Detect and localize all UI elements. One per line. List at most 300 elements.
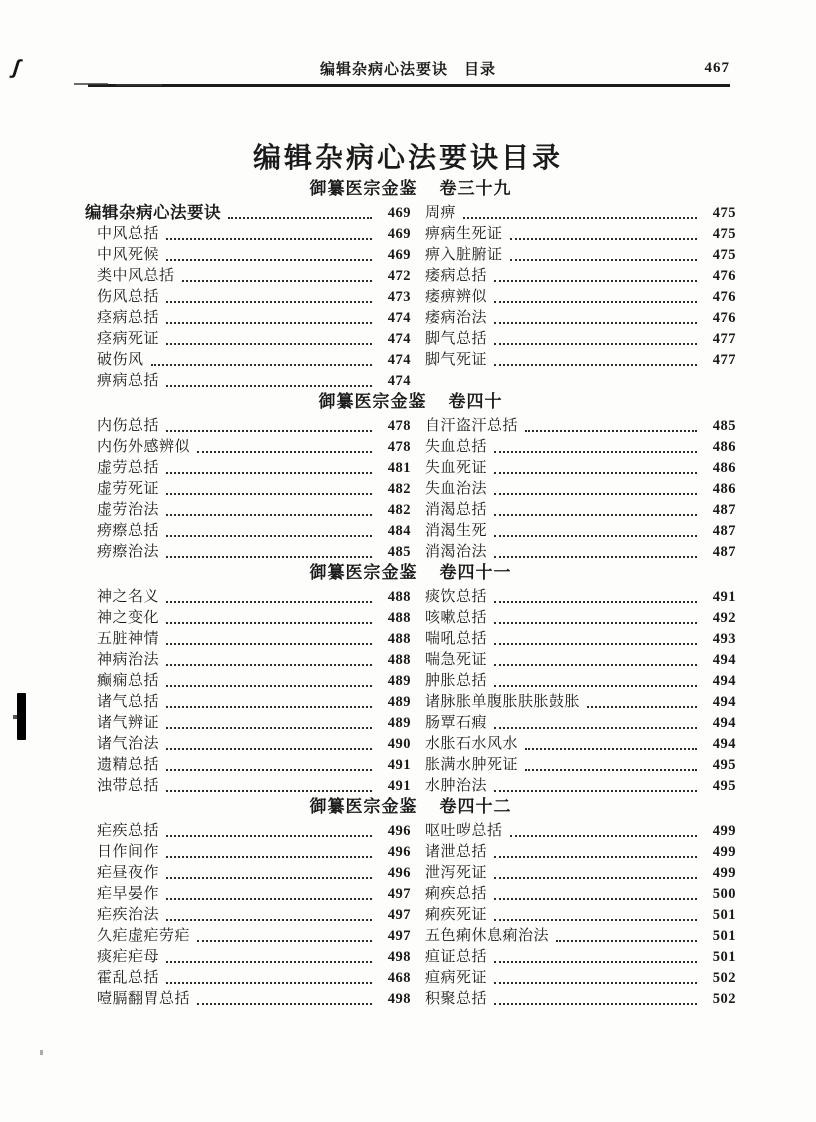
toc-columns [85, 415, 736, 562]
toc-entry-page-number: 496 [387, 844, 411, 860]
toc-entry-page-number: 475 [712, 205, 736, 221]
toc-entry-label: 呕吐哕总括 [425, 822, 503, 839]
dot-leader [525, 748, 697, 750]
toc-column-left [85, 586, 411, 796]
toc-columns [85, 202, 736, 391]
toc-entry-page-number: 487 [712, 523, 736, 539]
dot-leader [494, 898, 697, 900]
dot-leader [494, 322, 697, 324]
toc-entry-label: 虚劳治法 [97, 501, 160, 518]
toc-entry-label: 浊带总括 [97, 777, 160, 794]
toc-entry-page-number: 497 [387, 928, 411, 944]
toc-entry-page-number: 491 [712, 589, 736, 605]
toc-entry-label: 破伤风 [97, 351, 144, 368]
toc-row [425, 733, 736, 754]
dot-leader [166, 493, 372, 495]
dot-leader [166, 322, 372, 324]
toc-row [425, 628, 736, 649]
toc-row [425, 520, 736, 541]
dot-leader [463, 217, 697, 219]
toc-row [425, 904, 736, 925]
toc [85, 178, 736, 1009]
toc-entry-label: 痢疾总括 [425, 885, 488, 902]
dot-leader [182, 280, 372, 282]
toc-row [425, 328, 736, 349]
dot-leader [166, 685, 372, 687]
toc-row [85, 883, 411, 904]
dot-leader [494, 514, 697, 516]
dot-leader [494, 643, 697, 645]
toc-entry-page-number: 476 [712, 310, 736, 326]
toc-row [85, 841, 411, 862]
dot-leader [166, 706, 372, 708]
toc-entry-label: 诸气辨证 [97, 714, 160, 731]
dot-leader [166, 343, 372, 345]
toc-row [425, 691, 736, 712]
toc-row [425, 499, 736, 520]
dot-leader [510, 259, 697, 261]
toc-entry-page-number: 491 [387, 778, 411, 794]
dot-leader [494, 301, 697, 303]
toc-entry-page-number: 478 [387, 439, 411, 455]
toc-entry-label: 水肿治法 [425, 777, 488, 794]
toc-entry-page-number: 495 [712, 778, 736, 794]
toc-row [85, 862, 411, 883]
toc-entry-page-number: 498 [387, 949, 411, 965]
ink-speck-mark [40, 1050, 43, 1055]
toc-entry-page-number: 474 [387, 352, 411, 368]
toc-entry-label: 虚劳死证 [97, 480, 160, 497]
toc-entry-label: 中风死候 [97, 246, 160, 263]
toc-row [425, 244, 736, 265]
toc-entry-label: 痹病生死证 [425, 225, 503, 242]
dot-leader [166, 301, 372, 303]
toc-column-left [85, 202, 411, 391]
toc-row [85, 946, 411, 967]
section-heading [85, 392, 736, 412]
toc-entry-page-number: 492 [712, 610, 736, 626]
dot-leader [510, 238, 697, 240]
toc-row [425, 457, 736, 478]
toc-entry-label: 久疟虚疟劳疟 [97, 927, 191, 944]
toc-entry-page-number: 502 [712, 991, 736, 1007]
toc-entry-page-number: 476 [712, 289, 736, 305]
toc-entry-label: 失血死证 [425, 459, 488, 476]
toc-entry-page-number: 502 [712, 970, 736, 986]
toc-row [85, 586, 411, 607]
toc-entry-label: 脚气死证 [425, 351, 488, 368]
toc-entry-page-number: 474 [387, 310, 411, 326]
toc-entry-label: 疸病死证 [425, 969, 488, 986]
dot-leader [494, 790, 697, 792]
toc-column-right [425, 415, 736, 562]
section-heading [85, 179, 736, 199]
toc-entry-page-number: 487 [712, 502, 736, 518]
toc-entry-label: 失血总括 [425, 438, 488, 455]
toc-entry-label: 痢疾死证 [425, 906, 488, 923]
toc-entry-page-number: 496 [387, 823, 411, 839]
dot-leader [166, 769, 372, 771]
toc-entry-page-number: 494 [712, 673, 736, 689]
toc-row [85, 712, 411, 733]
toc-row [425, 754, 736, 775]
dot-leader [510, 835, 697, 837]
dot-leader [166, 835, 372, 837]
toc-column-right [425, 820, 736, 1009]
toc-entry-label: 痨瘵治法 [97, 543, 160, 560]
toc-row [425, 586, 736, 607]
toc-entry-label: 喘急死证 [425, 651, 488, 668]
toc-row [85, 670, 411, 691]
toc-row [85, 370, 411, 391]
toc-entry-label: 痰饮总括 [425, 588, 488, 605]
toc-entry-page-number: 488 [387, 610, 411, 626]
toc-entry-label: 疟昼夜作 [97, 864, 160, 881]
toc-entry-page-number: 489 [387, 694, 411, 710]
toc-entry-page-number: 494 [712, 694, 736, 710]
dot-leader [494, 280, 697, 282]
toc-entry-page-number: 474 [387, 373, 411, 389]
section-work-title: 御纂医宗金鉴 [309, 179, 418, 198]
toc-columns [85, 586, 736, 796]
toc-row [425, 265, 736, 286]
toc-entry-page-number: 477 [712, 352, 736, 368]
dot-leader [525, 769, 697, 771]
dot-leader [166, 877, 372, 879]
dot-leader [525, 430, 697, 432]
toc-entry-page-number: 494 [712, 652, 736, 668]
dot-leader [197, 940, 372, 942]
dot-leader [494, 343, 697, 345]
dot-leader [166, 961, 372, 963]
toc-entry-page-number: 485 [712, 418, 736, 434]
toc-entry-label: 类中风总括 [97, 267, 175, 284]
dot-leader [494, 451, 697, 453]
toc-entry-label: 脚气总括 [425, 330, 488, 347]
toc-entry-page-number: 481 [387, 460, 411, 476]
toc-row [85, 478, 411, 499]
toc-entry-page-number: 491 [387, 757, 411, 773]
toc-entry-label: 肠覃石瘕 [425, 714, 488, 731]
toc-entry-page-number: 486 [712, 439, 736, 455]
toc-section [85, 179, 736, 391]
dot-leader [494, 856, 697, 858]
toc-row [425, 286, 736, 307]
dot-leader [166, 601, 372, 603]
toc-row [85, 499, 411, 520]
toc-entry-page-number: 496 [387, 865, 411, 881]
toc-entry-label: 痿病总括 [425, 267, 488, 284]
toc-row [425, 967, 736, 988]
toc-entry-label: 痿病治法 [425, 309, 488, 326]
toc-entry-page-number: 485 [387, 544, 411, 560]
toc-row [425, 607, 736, 628]
toc-row [425, 712, 736, 733]
toc-row [425, 820, 736, 841]
toc-row [85, 415, 411, 436]
toc-row [425, 670, 736, 691]
dot-leader [166, 259, 372, 261]
toc-section [85, 563, 736, 796]
toc-row [85, 628, 411, 649]
toc-entry-page-number: 493 [712, 631, 736, 647]
dot-leader [166, 556, 372, 558]
toc-entry-page-number: 489 [387, 673, 411, 689]
toc-entry-label: 咳嗽总括 [425, 609, 488, 626]
toc-entry-label: 肿胀总括 [425, 672, 488, 689]
dot-leader [166, 664, 372, 666]
header-rule [88, 84, 730, 87]
dot-leader [166, 385, 372, 387]
toc-entry-page-number: 501 [712, 907, 736, 923]
toc-entry-label: 痹病总括 [97, 372, 160, 389]
dot-leader [494, 919, 697, 921]
toc-entry-label: 霍乱总括 [97, 969, 160, 986]
dot-leader [166, 238, 372, 240]
dot-leader [494, 622, 697, 624]
toc-row [85, 541, 411, 562]
toc-entry-label: 积聚总括 [425, 990, 488, 1007]
dot-leader [166, 748, 372, 750]
toc-entry-page-number: 469 [387, 247, 411, 263]
toc-row [425, 307, 736, 328]
dot-leader [166, 472, 372, 474]
section-volume: 卷三十九 [439, 179, 512, 198]
toc-column-left [85, 415, 411, 562]
dot-leader [494, 1003, 697, 1005]
toc-entry-page-number: 497 [387, 907, 411, 923]
dot-leader [228, 217, 372, 219]
toc-entry-page-number: 486 [712, 481, 736, 497]
toc-entry-page-number: 484 [387, 523, 411, 539]
section-work-title: 御纂医宗金鉴 [309, 797, 418, 816]
toc-entry-label: 消渴治法 [425, 543, 488, 560]
toc-row [85, 265, 411, 286]
toc-entry-label: 诸脉胀单腹胀肤胀鼓胀 [425, 693, 581, 710]
toc-column-right [425, 202, 736, 370]
toc-entry-page-number: 490 [387, 736, 411, 752]
toc-entry-label: 编辑杂病心法要诀 [85, 204, 221, 222]
dot-leader [166, 643, 372, 645]
dot-leader [151, 364, 372, 366]
toc-row [85, 754, 411, 775]
dot-leader [494, 601, 697, 603]
toc-row [425, 862, 736, 883]
toc-column-right [425, 586, 736, 796]
toc-entry-label: 噎膈翻胃总括 [97, 990, 191, 1007]
toc-entry-label: 神之变化 [97, 609, 160, 626]
toc-entry-page-number: 489 [387, 715, 411, 731]
toc-entry-page-number: 500 [712, 886, 736, 902]
toc-row [425, 541, 736, 562]
toc-entry-label: 五脏神情 [97, 630, 160, 647]
toc-row [85, 286, 411, 307]
toc-entry-page-number: 488 [387, 631, 411, 647]
toc-entry-page-number: 469 [387, 205, 411, 221]
toc-row [425, 415, 736, 436]
toc-entry-label: 消渴生死 [425, 522, 488, 539]
toc-entry-page-number: 499 [712, 865, 736, 881]
toc-entry-page-number: 478 [387, 418, 411, 434]
toc-row [85, 202, 411, 223]
running-head-toc-label: 目录 [464, 61, 497, 78]
dot-leader [494, 535, 697, 537]
dot-leader [587, 706, 697, 708]
toc-entry-page-number: 495 [712, 757, 736, 773]
toc-row [425, 349, 736, 370]
dot-leader [494, 556, 697, 558]
toc-row [85, 775, 411, 796]
toc-row [85, 691, 411, 712]
toc-entry-label: 痹入脏腑证 [425, 246, 503, 263]
toc-row [85, 223, 411, 244]
toc-row [85, 307, 411, 328]
toc-entry-label: 喘吼总括 [425, 630, 488, 647]
dot-leader [494, 877, 697, 879]
toc-entry-label: 痉病死证 [97, 330, 160, 347]
dot-leader [166, 982, 372, 984]
dot-leader [556, 940, 697, 942]
toc-row [425, 436, 736, 457]
toc-entry-page-number: 475 [712, 247, 736, 263]
toc-entry-label: 失血治法 [425, 480, 488, 497]
toc-row [85, 733, 411, 754]
toc-row [425, 649, 736, 670]
toc-entry-label: 日作间作 [97, 843, 160, 860]
dot-leader [494, 685, 697, 687]
toc-row [85, 436, 411, 457]
header-rule-fragment [74, 83, 108, 85]
toc-row [85, 967, 411, 988]
dot-leader [166, 727, 372, 729]
toc-entry-page-number: 488 [387, 652, 411, 668]
toc-entry-page-number: 468 [387, 970, 411, 986]
toc-entry-label: 内伤总括 [97, 417, 160, 434]
running-head-book-title: 编辑杂病心法要诀 [319, 61, 448, 78]
dot-leader [494, 664, 697, 666]
dot-leader [494, 982, 697, 984]
toc-entry-label: 虚劳总括 [97, 459, 160, 476]
toc-row [85, 607, 411, 628]
toc-row [85, 349, 411, 370]
toc-entry-label: 五色痢休息痢治法 [425, 927, 550, 944]
running-head [0, 55, 816, 80]
toc-entry-label: 诸气治法 [97, 735, 160, 752]
toc-entry-page-number: 486 [712, 460, 736, 476]
toc-entry-label: 周痹 [425, 204, 457, 221]
dot-leader [494, 727, 697, 729]
toc-entry-page-number: 477 [712, 331, 736, 347]
section-volume: 卷四十二 [439, 797, 512, 816]
toc-entry-label: 癫痫总括 [97, 672, 160, 689]
section-work-title: 御纂医宗金鉴 [318, 392, 427, 411]
toc-section [85, 797, 736, 1009]
dot-leader [166, 535, 372, 537]
toc-entry-page-number: 499 [712, 823, 736, 839]
toc-row [85, 820, 411, 841]
toc-row [85, 328, 411, 349]
dot-leader [166, 898, 372, 900]
toc-row [85, 244, 411, 265]
page-title: 编辑杂病心法要诀目录 [252, 142, 563, 173]
toc-row [425, 478, 736, 499]
toc-entry-page-number: 488 [387, 589, 411, 605]
toc-entry-label: 疟早晏作 [97, 885, 160, 902]
toc-row [85, 457, 411, 478]
toc-entry-page-number: 501 [712, 949, 736, 965]
ink-squiggle-mark: ʃ [11, 55, 21, 80]
dot-leader [197, 451, 372, 453]
toc-entry-page-number: 487 [712, 544, 736, 560]
dot-leader [494, 961, 697, 963]
toc-section [85, 392, 736, 562]
toc-row [85, 988, 411, 1009]
toc-entry-label: 诸泄总括 [425, 843, 488, 860]
toc-entry-label: 疟疾治法 [97, 906, 160, 923]
toc-entry-label: 痿痹辨似 [425, 288, 488, 305]
toc-entry-page-number: 469 [387, 226, 411, 242]
toc-row [85, 925, 411, 946]
ink-blot-mark [17, 693, 26, 740]
dot-leader [166, 856, 372, 858]
section-heading [85, 563, 736, 583]
toc-entry-page-number: 494 [712, 736, 736, 752]
toc-entry-label: 胀满水肿死证 [425, 756, 519, 773]
dot-leader [166, 514, 372, 516]
toc-entry-label: 泄泻死证 [425, 864, 488, 881]
toc-entry-label: 疸证总括 [425, 948, 488, 965]
section-volume: 卷四十一 [439, 563, 512, 582]
toc-entry-label: 痰疟疟母 [97, 948, 160, 965]
toc-entry-page-number: 476 [712, 268, 736, 284]
toc-entry-page-number: 473 [387, 289, 411, 305]
toc-entry-label: 伤风总括 [97, 288, 160, 305]
dot-leader [166, 790, 372, 792]
dot-leader [166, 430, 372, 432]
toc-entry-label: 痉病总括 [97, 309, 160, 326]
toc-entry-label: 神病治法 [97, 651, 160, 668]
toc-entry-page-number: 482 [387, 502, 411, 518]
toc-row [85, 649, 411, 670]
toc-entry-label: 疟疾总括 [97, 822, 160, 839]
toc-entry-label: 神之名义 [97, 588, 160, 605]
dot-leader [166, 919, 372, 921]
toc-entry-page-number: 499 [712, 844, 736, 860]
toc-columns [85, 820, 736, 1009]
toc-entry-page-number: 482 [387, 481, 411, 497]
toc-row [85, 904, 411, 925]
folio-page-number: 467 [704, 60, 730, 76]
toc-row [425, 883, 736, 904]
toc-row [425, 202, 736, 223]
dot-leader [494, 493, 697, 495]
toc-row [425, 925, 736, 946]
toc-row [425, 946, 736, 967]
section-heading [85, 797, 736, 817]
section-work-title: 御纂医宗金鉴 [309, 563, 418, 582]
toc-entry-page-number: 501 [712, 928, 736, 944]
toc-entry-page-number: 474 [387, 331, 411, 347]
toc-entry-page-number: 498 [387, 991, 411, 1007]
toc-entry-label: 消渴总括 [425, 501, 488, 518]
dot-leader [197, 1003, 372, 1005]
toc-column-left [85, 820, 411, 1009]
toc-entry-label: 痨瘵总括 [97, 522, 160, 539]
toc-entry-page-number: 497 [387, 886, 411, 902]
toc-row [425, 775, 736, 796]
toc-row [425, 988, 736, 1009]
toc-entry-label: 中风总括 [97, 225, 160, 242]
